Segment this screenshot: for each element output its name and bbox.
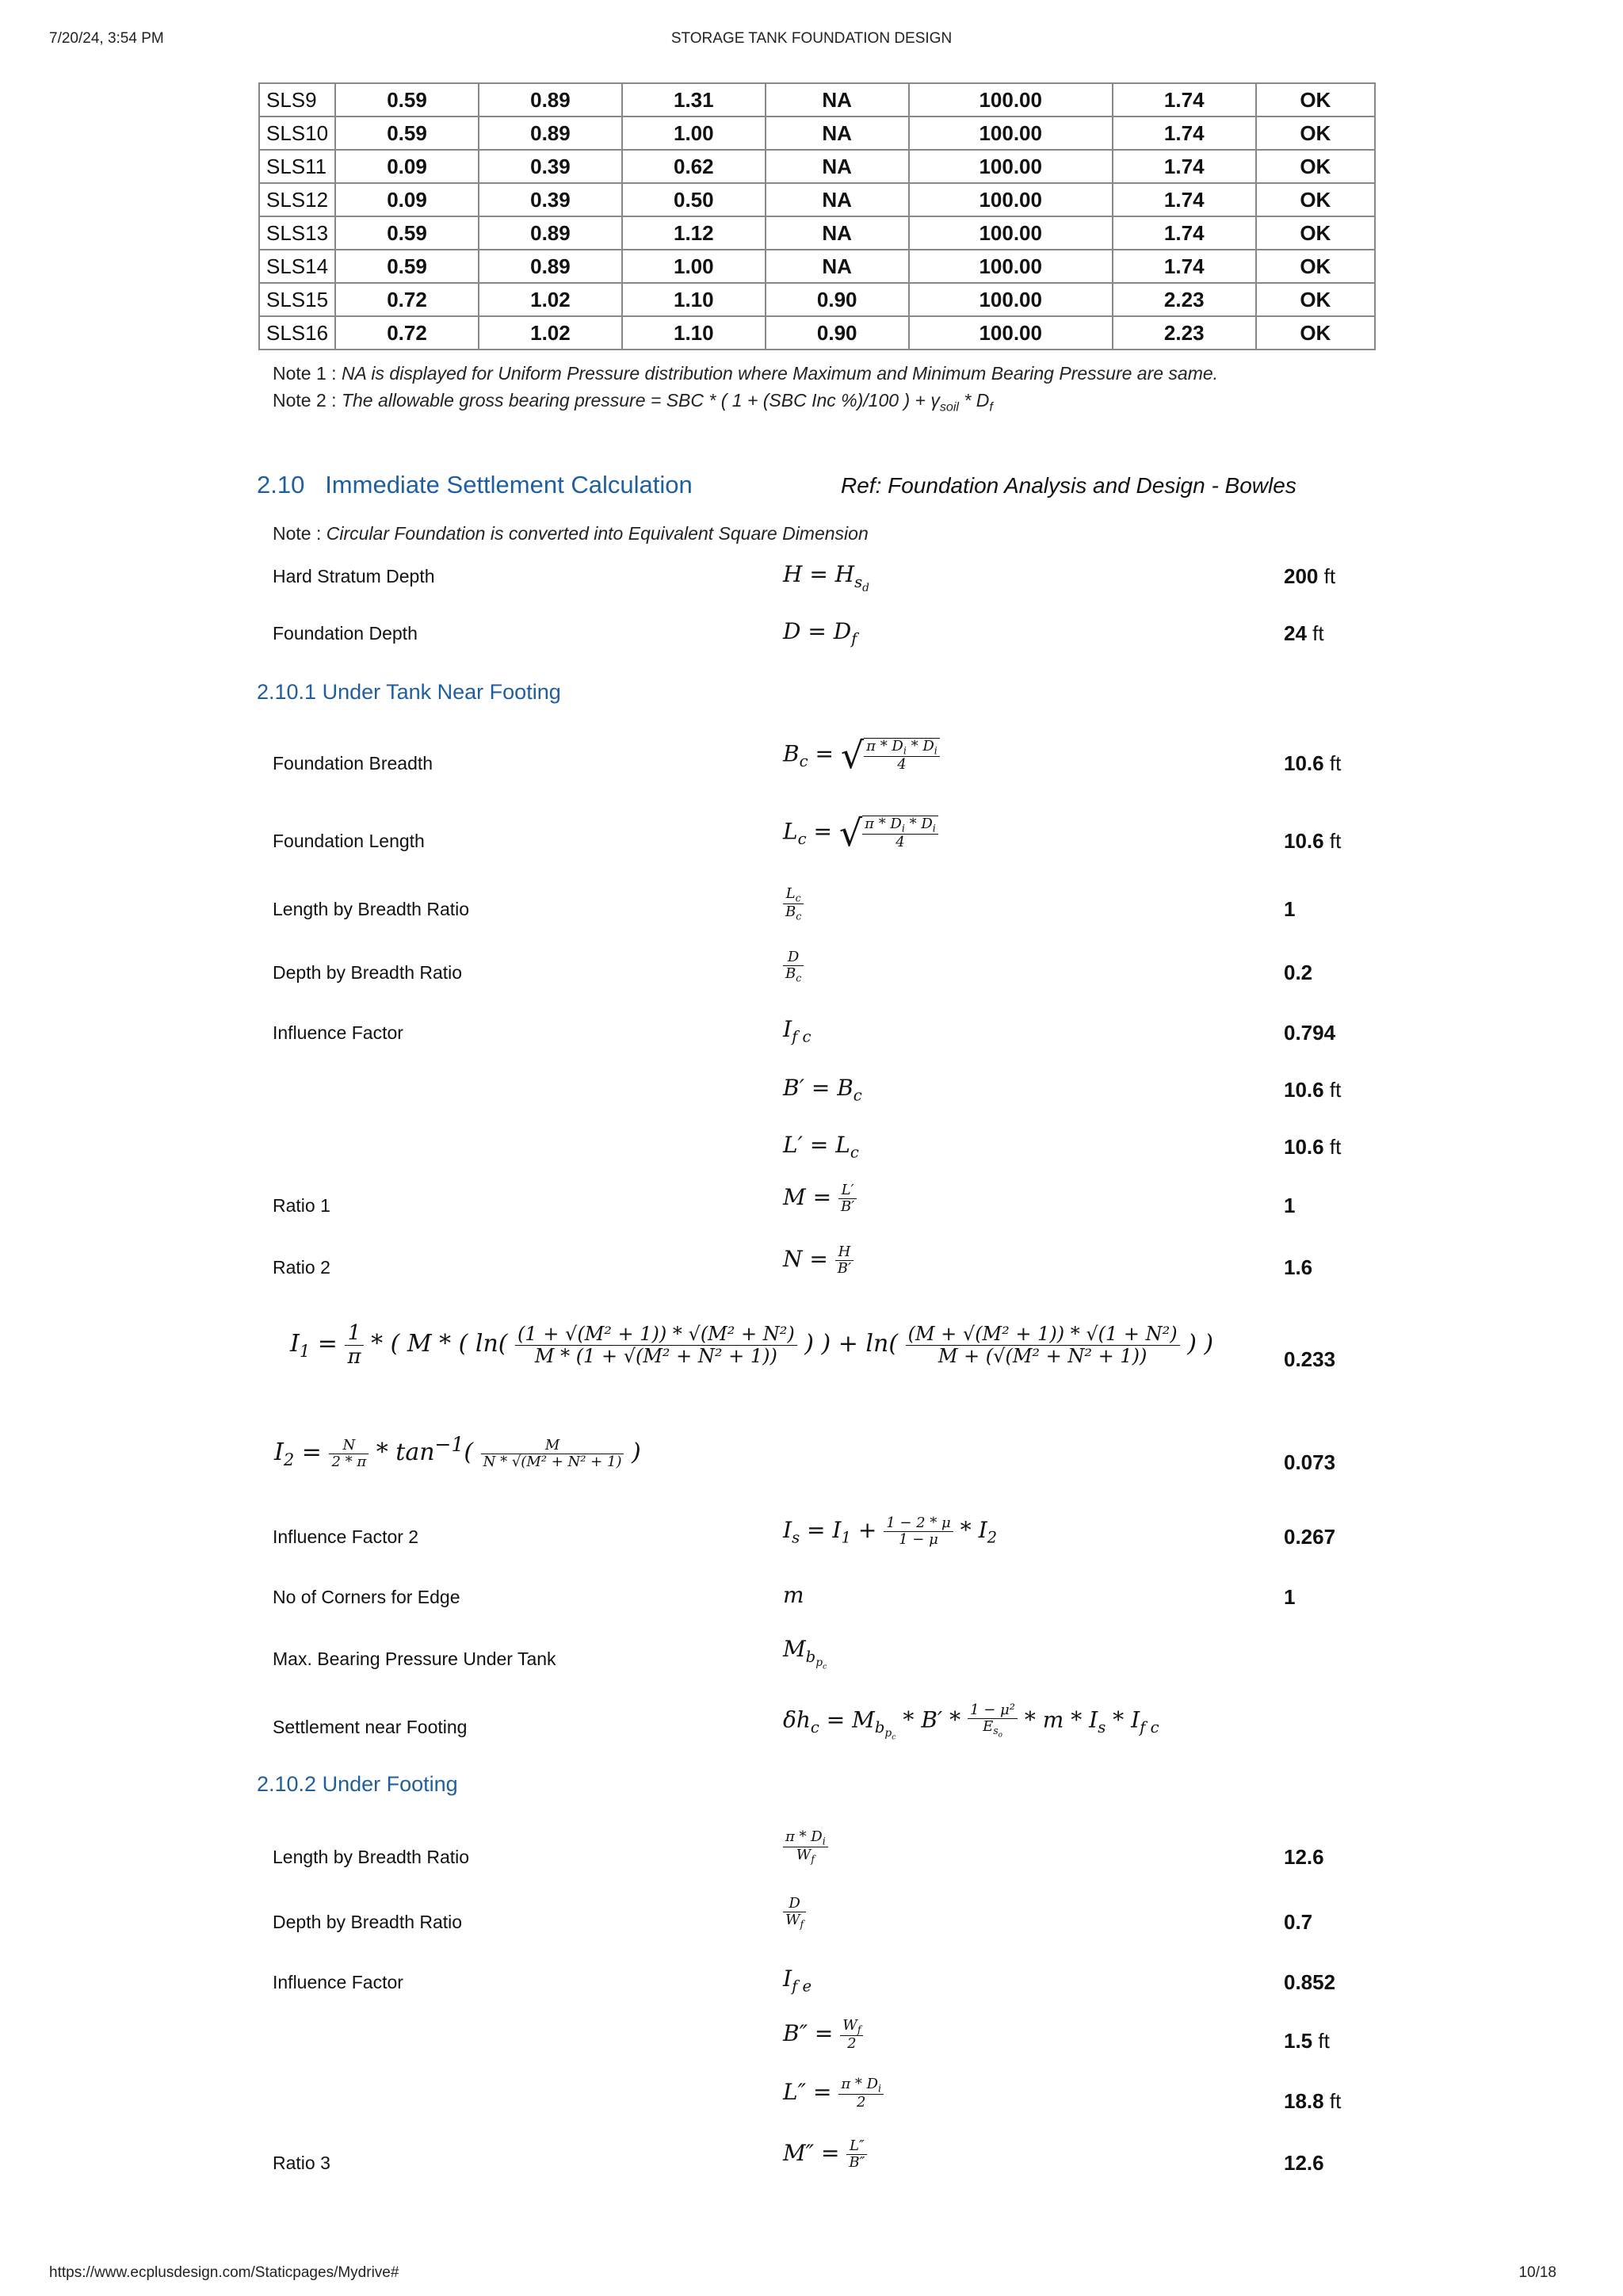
table-cell: 1.74 <box>1113 183 1256 216</box>
table-cell: 0.39 <box>479 150 622 183</box>
table-cell: 0.89 <box>479 216 622 250</box>
table-row <box>259 183 1375 216</box>
label-influence-factor-3: Influence Factor <box>273 1972 403 1992</box>
label-foundation-breadth: Foundation Breadth <box>273 753 433 774</box>
table-cell: NA <box>766 150 909 183</box>
value-Ldprime: 18.8 ft <box>1284 2089 1342 2113</box>
value-M: 1 <box>1284 1194 1296 1217</box>
row-id-cell: SLS14 <box>259 250 335 283</box>
value-LB: 1 <box>1284 897 1296 921</box>
sls-table <box>258 82 1376 350</box>
label-depth-breadth-ratio-2: Depth by Breadth Ratio <box>273 1912 463 1932</box>
label-corners: No of Corners for Edge <box>273 1587 460 1607</box>
table-cell: NA <box>766 183 909 216</box>
formula-I1: $I_1$ = $\frac{1}{\pi}$ * ( M * ( ln( $\frac{\text{(1 + √(M² + 1)) * √(M² + N²)}}{\text{M * (1 + √(M² + N² + 1))}}$ ) ) + ln( $\frac{\text{(M + √(M² + 1)) * √(1 + N²)}}{\text{M + (√(M² + N² + 1))}}$ ) ) <box>290 1321 1214 1369</box>
formula-Ldprime: L″ = $\frac{\pi * D_i}{2}$ <box>783 2076 884 2111</box>
table-cell: 0.59 <box>335 216 479 250</box>
table-cell: 1.31 <box>622 83 766 117</box>
label-influence-factor: Influence Factor <box>273 1022 403 1043</box>
table-cell: OK <box>1256 216 1375 250</box>
table-cell: NA <box>766 83 909 117</box>
table-cell: 1.10 <box>622 283 766 316</box>
table-cell: 0.09 <box>335 150 479 183</box>
value-Lc: 10.6 ft <box>1284 829 1342 853</box>
formula-Bc: $B_c$ = √ $\frac{\pi * D_i * D_i}{4}$ <box>783 734 940 777</box>
table-cell: 1.02 <box>479 283 622 316</box>
value-D: 24 ft <box>1284 621 1324 645</box>
value-Bprime: 10.6 ft <box>1284 1078 1342 1102</box>
table-cell: 0.62 <box>622 150 766 183</box>
formula-Mbpc: $M_{b_{p_c}}$ <box>783 1636 827 1671</box>
table-cell: OK <box>1256 250 1375 283</box>
label-influence-factor-2: Influence Factor 2 <box>273 1526 419 1547</box>
note-2: Note 2 : The allowable gross bearing pressure = SBC * ( 1 + (SBC Inc %)/100 ) + $\gamma_{soil} * D_f$ <box>273 390 993 415</box>
table-cell: 0.72 <box>335 316 479 350</box>
value-Bc: 10.6 ft <box>1284 751 1342 775</box>
table-cell: 0.59 <box>335 250 479 283</box>
print-date: 7/20/24, 3:54 PM <box>49 30 164 47</box>
table-row <box>259 216 1375 250</box>
formula-DB2: $\frac{D}{W_f}$ <box>783 1896 806 1930</box>
table-cell: 2.23 <box>1113 283 1256 316</box>
table-cell: OK <box>1256 283 1375 316</box>
table-cell: 1.00 <box>622 117 766 150</box>
row-id-cell: SLS15 <box>259 283 335 316</box>
value-Is: 0.267 <box>1284 1525 1336 1549</box>
formula-LB: $\frac{L_c}{B_c}$ <box>783 886 804 923</box>
row-id-cell: SLS10 <box>259 117 335 150</box>
label-length-breadth-ratio: Length by Breadth Ratio <box>273 899 470 919</box>
table-cell: 0.89 <box>479 117 622 150</box>
value-H: 200 ft <box>1284 564 1336 588</box>
formula-Lc: $L_c$ = √ $\frac{\pi * D_i * D_i}{4}$ <box>783 812 938 854</box>
table-cell: 0.50 <box>622 183 766 216</box>
formula-settlement: $\delta h_c = M_{b_{p_c}} * B'$ * $\frac{\text{1 − μ²}}{E_{s_o}}$ * m * $I_s * I_{f c}$ <box>783 1702 1159 1742</box>
row-id-cell: SLS12 <box>259 183 335 216</box>
formula-Bprime: $B' = B_c$ <box>783 1075 862 1105</box>
subsection-2-10-2: 2.10.2 Under Footing <box>257 1772 458 1796</box>
formula-LB2: $\frac{\pi * D_i}{W_f}$ <box>783 1829 828 1866</box>
table-cell: OK <box>1256 83 1375 117</box>
formula-m: m <box>783 1582 804 1608</box>
table-cell: 100.00 <box>909 150 1113 183</box>
formula-Ife: $I_{f e}$ <box>783 1966 812 1996</box>
formula-N: N = $\frac{H}{B'}$ <box>783 1244 854 1277</box>
table-cell: 100.00 <box>909 183 1113 216</box>
value-Mdprime: 12.6 <box>1284 2151 1324 2175</box>
formula-M: M = $\frac{L'}{B'}$ <box>783 1182 857 1215</box>
table-cell: 0.89 <box>479 83 622 117</box>
table-row <box>259 316 1375 350</box>
table-cell: NA <box>766 216 909 250</box>
table-cell: 100.00 <box>909 283 1113 316</box>
table-row <box>259 83 1375 117</box>
subsection-2-10-1: 2.10.1 Under Tank Near Footing <box>257 680 561 704</box>
table-cell: 0.72 <box>335 283 479 316</box>
label-ratio-2: Ratio 2 <box>273 1257 330 1278</box>
label-depth-breadth-ratio: Depth by Breadth Ratio <box>273 962 463 983</box>
footer-page-number: 10/18 <box>1518 2264 1556 2281</box>
table-cell: NA <box>766 250 909 283</box>
table-row <box>259 250 1375 283</box>
value-I2: 0.073 <box>1284 1450 1336 1474</box>
label-foundation-depth: Foundation Depth <box>273 623 418 644</box>
section-note: Note : Circular Foundation is converted into Equivalent Square Dimension <box>273 523 869 544</box>
row-id-cell: SLS9 <box>259 83 335 117</box>
table-cell: 100.00 <box>909 83 1113 117</box>
table-cell: OK <box>1256 117 1375 150</box>
value-Bdprime: 1.5 ft <box>1284 2029 1330 2053</box>
table-cell: 1.74 <box>1113 250 1256 283</box>
table-cell: 1.12 <box>622 216 766 250</box>
value-I1: 0.233 <box>1284 1347 1336 1371</box>
table-cell: 0.59 <box>335 83 479 117</box>
label-ratio-1: Ratio 1 <box>273 1195 330 1216</box>
table-cell: 0.09 <box>335 183 479 216</box>
table-row <box>259 117 1375 150</box>
note-1: Note 1 : NA is displayed for Uniform Pressure distribution where Maximum and Minimum Bearing Pressure are same. <box>273 363 1219 384</box>
section-reference: Ref: Foundation Analysis and Design - Bowles <box>841 473 1296 498</box>
value-DB: 0.2 <box>1284 961 1313 984</box>
value-m: 1 <box>1284 1585 1296 1609</box>
table-cell: 0.89 <box>479 250 622 283</box>
formula-H: $H = H_{s_d}$ <box>783 561 869 594</box>
table-cell: NA <box>766 117 909 150</box>
table-cell: 1.00 <box>622 250 766 283</box>
formula-Bdprime: B″ = $\frac{W_f}{2}$ <box>783 2018 863 2052</box>
document-title: STORAGE TANK FOUNDATION DESIGN <box>670 30 953 47</box>
row-id-cell: SLS11 <box>259 150 335 183</box>
table-cell: 1.74 <box>1113 150 1256 183</box>
formula-DB: $\frac{D}{B_c}$ <box>783 949 804 984</box>
table-cell: 1.74 <box>1113 83 1256 117</box>
table-cell: 1.02 <box>479 316 622 350</box>
formula-D: $D = D_f$ <box>783 618 857 648</box>
footer-url: https://www.ecplusdesign.com/Staticpages/Mydrive# <box>49 2264 399 2281</box>
table-cell: OK <box>1256 183 1375 216</box>
table-cell: 0.59 <box>335 117 479 150</box>
table-cell: OK <box>1256 150 1375 183</box>
row-id-cell: SLS16 <box>259 316 335 350</box>
label-settlement: Settlement near Footing <box>273 1717 468 1737</box>
section-heading: 2.10 Immediate Settlement Calculation <box>257 471 693 499</box>
table-cell: 100.00 <box>909 216 1113 250</box>
formula-Mdprime: M″ = $\frac{L''}{B''}$ <box>783 2138 867 2171</box>
value-LB2: 12.6 <box>1284 1845 1324 1869</box>
table-cell: 1.74 <box>1113 117 1256 150</box>
formula-Is: $I_s = I_1$ + $\frac{1 - 2 * \mu}{1 - \mu}$ * $I_2$ <box>783 1515 998 1548</box>
table-cell: OK <box>1256 316 1375 350</box>
label-length-breadth-ratio-2: Length by Breadth Ratio <box>273 1847 470 1867</box>
table-cell: 2.23 <box>1113 316 1256 350</box>
table-cell: 1.10 <box>622 316 766 350</box>
table-cell: 0.90 <box>766 283 909 316</box>
label-hard-stratum-depth: Hard Stratum Depth <box>273 566 435 586</box>
table-row <box>259 150 1375 183</box>
value-Ifc: 0.794 <box>1284 1021 1336 1045</box>
table-cell: 100.00 <box>909 316 1113 350</box>
label-ratio-3: Ratio 3 <box>273 2153 330 2173</box>
table-cell: 100.00 <box>909 250 1113 283</box>
value-DB2: 0.7 <box>1284 1910 1313 1934</box>
value-Ife: 0.852 <box>1284 1970 1336 1994</box>
value-N: 1.6 <box>1284 1255 1313 1279</box>
label-max-bearing-pressure: Max. Bearing Pressure Under Tank <box>273 1648 556 1669</box>
table-cell: 1.74 <box>1113 216 1256 250</box>
table-cell: 100.00 <box>909 117 1113 150</box>
row-id-cell: SLS13 <box>259 216 335 250</box>
value-Lprime: 10.6 ft <box>1284 1135 1342 1159</box>
formula-I2: $I_2$ = $\frac{N}{2 * \pi}$ * $\tan^{-1}$( $\frac{M}{\text{N * √(M² + N² + 1)}}$ ) <box>274 1433 641 1470</box>
table-row <box>259 283 1375 316</box>
formula-Lprime: $L' = L_c$ <box>783 1132 859 1162</box>
table-cell: 0.39 <box>479 183 622 216</box>
formula-Ifc: $I_{f c}$ <box>783 1016 812 1046</box>
label-foundation-length: Foundation Length <box>273 831 425 851</box>
table-cell: 0.90 <box>766 316 909 350</box>
